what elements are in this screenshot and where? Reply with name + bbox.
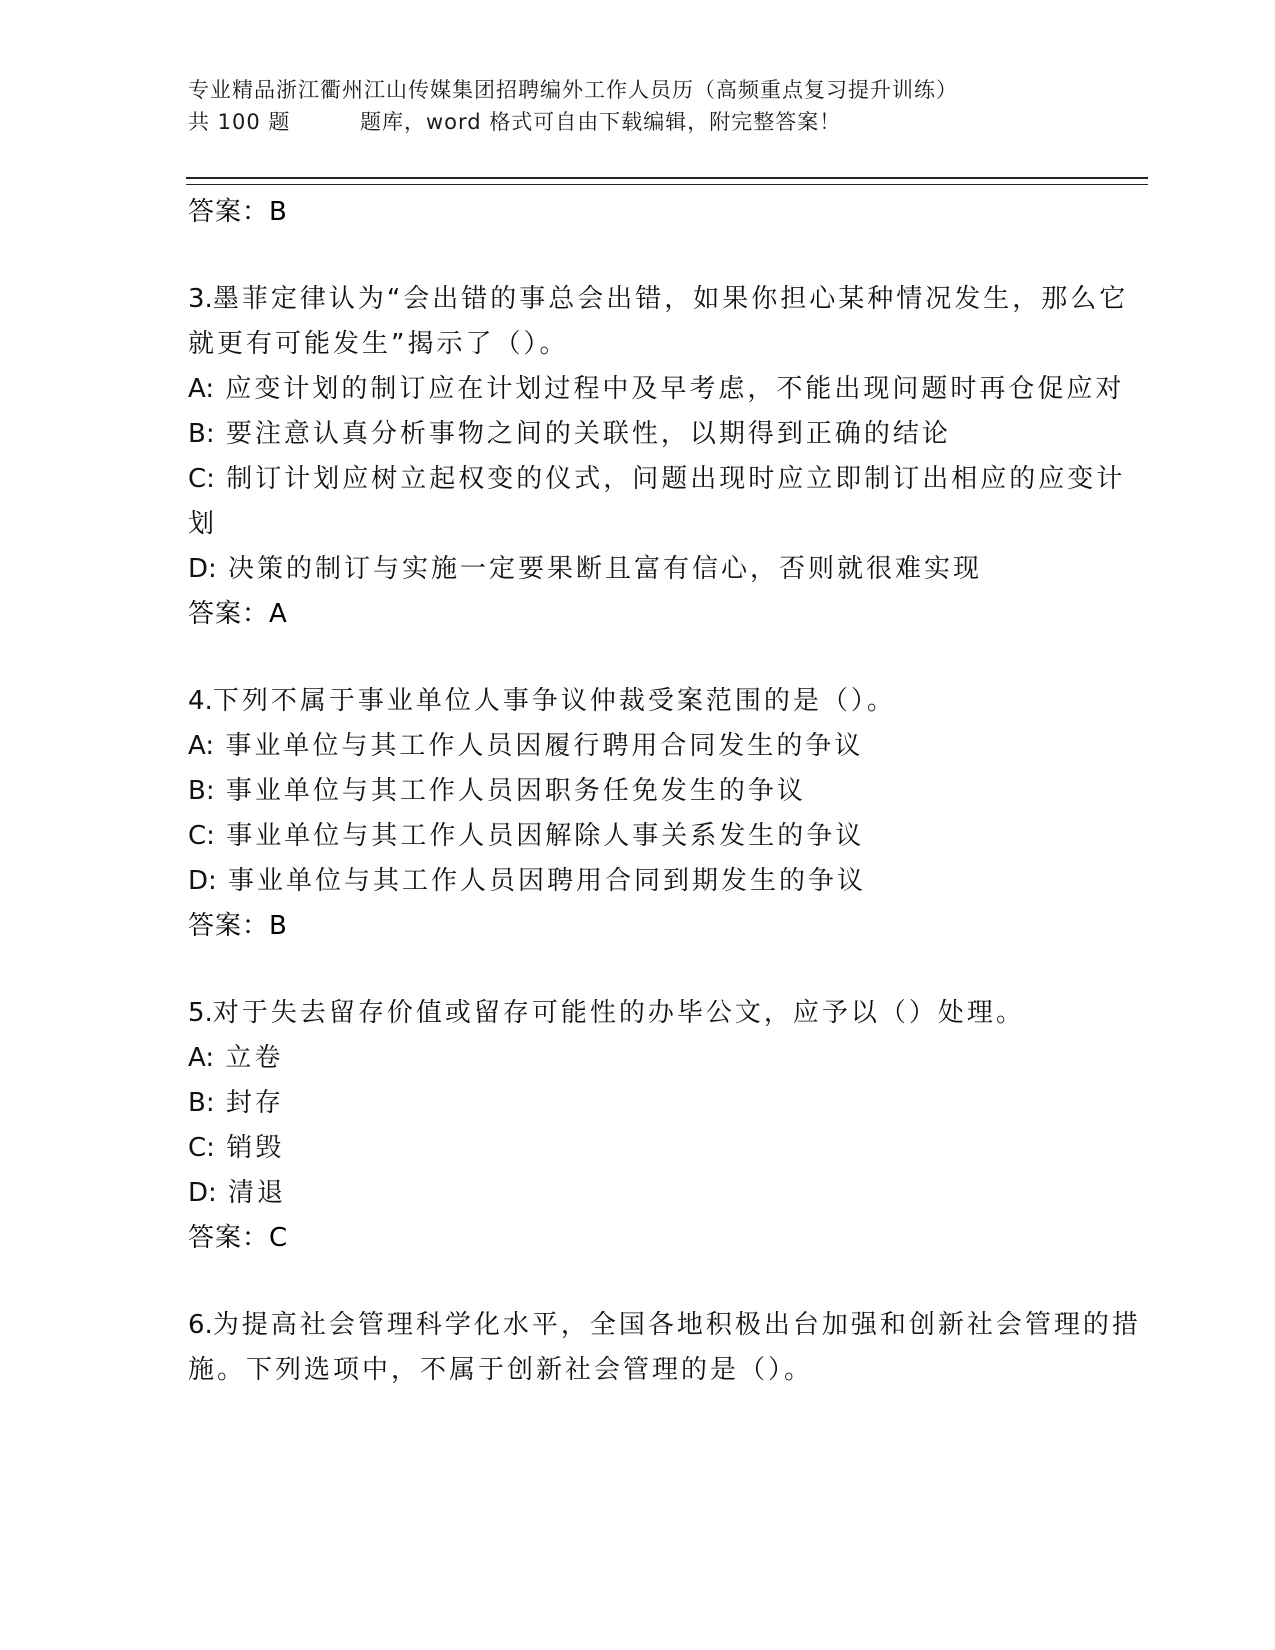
answer: 答案：C [188, 1223, 289, 1253]
option-b [188, 412, 1148, 457]
question-4 [188, 679, 1148, 949]
option-text: 立卷 [225, 1043, 284, 1073]
question-number: 4. [188, 686, 213, 716]
option-a [188, 367, 1148, 412]
question-stem [188, 1303, 1148, 1393]
question-count: 共 100 题 [188, 110, 291, 134]
option-text: 事业单位与其工作人员因职务任免发生的争议 [225, 776, 806, 806]
option-label: B: [188, 776, 215, 806]
option-label: C: [188, 1133, 215, 1163]
option-label: D: [188, 866, 217, 896]
question-text: 墨菲定律认为“会出错的事总会出错，如果你担心某种情况发生，那么它就更有可能发生”揭示了（）。 [188, 284, 1129, 359]
question-6 [188, 1303, 1148, 1393]
question-stem [188, 679, 1148, 724]
option-d [188, 1171, 1148, 1216]
question-text: 为提高社会管理科学化水平，全国各地积极出台加强和创新社会管理的措施。下列选项中，不属于创新社会管理的是（）。 [188, 1310, 1141, 1385]
option-d [188, 547, 1148, 592]
option-b [188, 1081, 1148, 1126]
question-text: 对于失去留存价值或留存可能性的办毕公文，应予以（）处理。 [212, 998, 1025, 1028]
option-label: B: [188, 1088, 215, 1118]
question-stem [188, 277, 1148, 367]
question-stem [188, 991, 1148, 1036]
option-label: D: [188, 1178, 217, 1208]
option-text: 事业单位与其工作人员因履行聘用合同发生的争议 [225, 731, 864, 761]
option-b [188, 769, 1148, 814]
answer: 答案：B [188, 911, 288, 941]
header-divider [186, 177, 1148, 185]
option-c [188, 814, 1148, 859]
question-number: 6. [188, 1310, 213, 1340]
question-number: 3. [188, 284, 213, 314]
option-label: B: [188, 419, 215, 449]
option-text: 要注意认真分析事物之间的关联性，以期得到正确的结论 [225, 419, 951, 449]
option-text: 制订计划应树立起权变的仪式，问题出现时应立即制订出相应的应变计划 [188, 464, 1126, 539]
page-header [188, 74, 1148, 138]
option-text: 应变计划的制订应在计划过程中及早考虑，不能出现问题时再仓促应对 [225, 374, 1125, 404]
option-a [188, 1036, 1148, 1081]
option-text: 销毁 [226, 1133, 285, 1163]
question-3 [188, 277, 1148, 637]
option-c [188, 1126, 1148, 1171]
option-label: A: [188, 1043, 215, 1073]
header-description: 题库，word 格式可自由下载编辑，附完整答案！ [360, 110, 842, 134]
answer: 答案：A [188, 599, 288, 629]
option-text: 决策的制订与实施一定要果断且富有信心，否则就很难实现 [228, 554, 983, 584]
option-label: C: [188, 464, 215, 494]
option-text: 清退 [228, 1178, 287, 1208]
option-label: A: [188, 731, 215, 761]
option-text: 封存 [225, 1088, 284, 1118]
option-d [188, 859, 1148, 904]
question-number: 5. [188, 998, 213, 1028]
option-a [188, 724, 1148, 769]
question-5 [188, 991, 1148, 1261]
answer-prev: 答案：B [188, 197, 288, 227]
question-text: 下列不属于事业单位人事争议仲裁受案范围的是（）。 [212, 686, 896, 716]
option-label: C: [188, 821, 215, 851]
option-label: D: [188, 554, 217, 584]
option-label: A: [188, 374, 215, 404]
option-text: 事业单位与其工作人员因解除人事关系发生的争议 [226, 821, 865, 851]
option-c [188, 457, 1148, 547]
question-list [188, 190, 1148, 1393]
header-subtitle [188, 106, 1148, 138]
header-title: 专业精品浙江衢州江山传媒集团招聘编外工作人员历（高频重点复习提升训练） [188, 78, 958, 102]
option-text: 事业单位与其工作人员因聘用合同到期发生的争议 [228, 866, 867, 896]
